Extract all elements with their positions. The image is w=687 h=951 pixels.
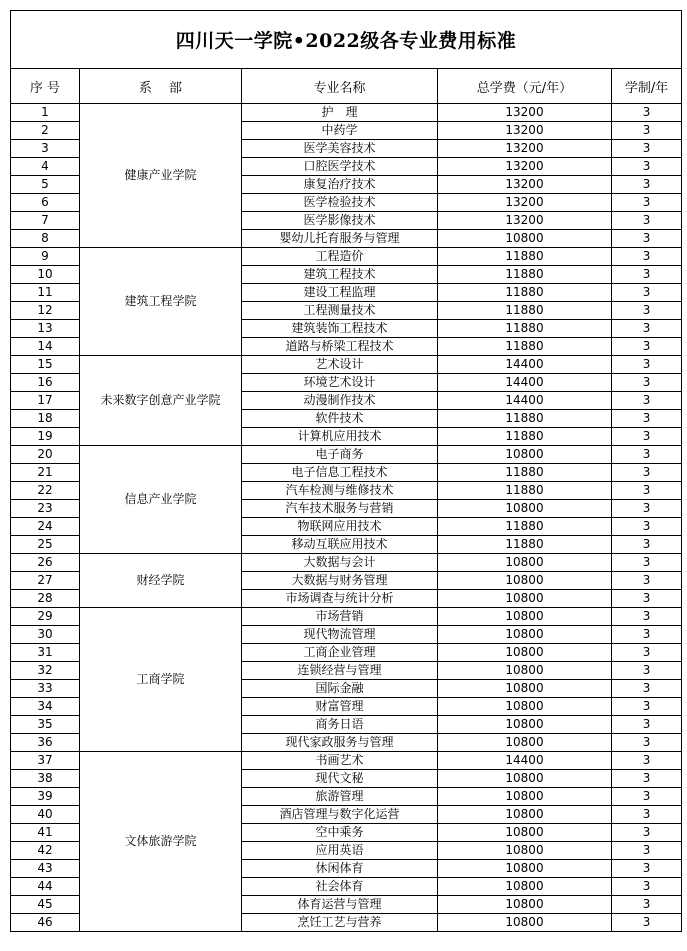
years-cell: 3	[612, 302, 682, 320]
seq-cell: 32	[11, 662, 80, 680]
fee-cell: 10800	[438, 608, 612, 626]
major-cell: 医学美容技术	[242, 140, 438, 158]
years-cell: 3	[612, 626, 682, 644]
major-cell: 休闲体育	[242, 860, 438, 878]
header-years: 学制/年	[612, 69, 682, 104]
years-cell: 3	[612, 194, 682, 212]
major-cell: 医学影像技术	[242, 212, 438, 230]
years-cell: 3	[612, 590, 682, 608]
years-cell: 3	[612, 824, 682, 842]
seq-cell: 3	[11, 140, 80, 158]
major-cell: 汽车检测与维修技术	[242, 482, 438, 500]
seq-cell: 11	[11, 284, 80, 302]
fee-cell: 10800	[438, 230, 612, 248]
major-cell: 现代物流管理	[242, 626, 438, 644]
seq-cell: 13	[11, 320, 80, 338]
fee-cell: 10800	[438, 806, 612, 824]
seq-cell: 37	[11, 752, 80, 770]
major-cell: 工商企业管理	[242, 644, 438, 662]
fee-cell: 13200	[438, 140, 612, 158]
years-cell: 3	[612, 554, 682, 572]
major-cell: 软件技术	[242, 410, 438, 428]
fee-cell: 10800	[438, 554, 612, 572]
fee-cell: 11880	[438, 428, 612, 446]
fee-cell: 10800	[438, 590, 612, 608]
fee-cell: 10800	[438, 914, 612, 932]
major-cell: 建筑装饰工程技术	[242, 320, 438, 338]
major-cell: 建设工程监理	[242, 284, 438, 302]
header-row	[11, 69, 682, 104]
seq-cell: 4	[11, 158, 80, 176]
fee-cell: 10800	[438, 500, 612, 518]
seq-cell: 2	[11, 122, 80, 140]
fee-cell: 11880	[438, 284, 612, 302]
years-cell: 3	[612, 320, 682, 338]
fee-cell: 10800	[438, 716, 612, 734]
years-cell: 3	[612, 716, 682, 734]
table-row	[11, 752, 682, 770]
fee-cell: 11880	[438, 266, 612, 284]
table-row	[11, 446, 682, 464]
major-cell: 酒店管理与数字化运营	[242, 806, 438, 824]
seq-cell: 28	[11, 590, 80, 608]
seq-cell: 44	[11, 878, 80, 896]
major-cell: 电子商务	[242, 446, 438, 464]
fee-cell: 13200	[438, 158, 612, 176]
years-cell: 3	[612, 536, 682, 554]
dept-cell: 健康产业学院	[80, 104, 242, 248]
years-cell: 3	[612, 356, 682, 374]
seq-cell: 34	[11, 698, 80, 716]
fee-cell: 11880	[438, 320, 612, 338]
fee-cell: 11880	[438, 410, 612, 428]
years-cell: 3	[612, 770, 682, 788]
major-cell: 道路与桥梁工程技术	[242, 338, 438, 356]
seq-cell: 16	[11, 374, 80, 392]
dept-cell: 未来数字创意产业学院	[80, 356, 242, 446]
fee-cell: 10800	[438, 572, 612, 590]
major-cell: 社会体育	[242, 878, 438, 896]
seq-cell: 26	[11, 554, 80, 572]
fee-cell: 11880	[438, 302, 612, 320]
fee-cell: 14400	[438, 356, 612, 374]
major-cell: 工程测量技术	[242, 302, 438, 320]
fee-cell: 10800	[438, 770, 612, 788]
major-cell: 市场调查与统计分析	[242, 590, 438, 608]
seq-cell: 25	[11, 536, 80, 554]
years-cell: 3	[612, 140, 682, 158]
years-cell: 3	[612, 374, 682, 392]
years-cell: 3	[612, 896, 682, 914]
fee-cell: 10800	[438, 626, 612, 644]
years-cell: 3	[612, 266, 682, 284]
years-cell: 3	[612, 446, 682, 464]
fee-cell: 10800	[438, 788, 612, 806]
major-cell: 空中乘务	[242, 824, 438, 842]
major-cell: 电子信息工程技术	[242, 464, 438, 482]
major-cell: 书画艺术	[242, 752, 438, 770]
years-cell: 3	[612, 248, 682, 266]
seq-cell: 9	[11, 248, 80, 266]
major-cell: 动漫制作技术	[242, 392, 438, 410]
table-row	[11, 248, 682, 266]
years-cell: 3	[612, 860, 682, 878]
seq-cell: 6	[11, 194, 80, 212]
years-cell: 3	[612, 662, 682, 680]
years-cell: 3	[612, 608, 682, 626]
major-cell: 环境艺术设计	[242, 374, 438, 392]
fee-cell: 10800	[438, 896, 612, 914]
seq-cell: 5	[11, 176, 80, 194]
fee-standard-sheet	[10, 10, 681, 932]
fee-cell: 10800	[438, 698, 612, 716]
seq-cell: 40	[11, 806, 80, 824]
fee-table	[10, 10, 682, 932]
major-cell: 医学检验技术	[242, 194, 438, 212]
major-cell: 建筑工程技术	[242, 266, 438, 284]
dept-cell: 文体旅游学院	[80, 752, 242, 932]
table-row	[11, 608, 682, 626]
years-cell: 3	[612, 428, 682, 446]
fee-cell: 11880	[438, 464, 612, 482]
seq-cell: 7	[11, 212, 80, 230]
major-cell: 市场营销	[242, 608, 438, 626]
major-cell: 大数据与财务管理	[242, 572, 438, 590]
dept-cell: 财经学院	[80, 554, 242, 608]
years-cell: 3	[612, 806, 682, 824]
fee-cell: 10800	[438, 824, 612, 842]
major-cell: 财富管理	[242, 698, 438, 716]
table-title: 四川天一学院•2022级各专业费用标准	[11, 11, 682, 69]
fee-cell: 10800	[438, 734, 612, 752]
major-cell: 应用英语	[242, 842, 438, 860]
fee-cell: 14400	[438, 392, 612, 410]
table-row	[11, 554, 682, 572]
seq-cell: 15	[11, 356, 80, 374]
major-cell: 商务日语	[242, 716, 438, 734]
fee-cell: 10800	[438, 680, 612, 698]
seq-cell: 43	[11, 860, 80, 878]
seq-cell: 33	[11, 680, 80, 698]
seq-cell: 41	[11, 824, 80, 842]
fee-cell: 10800	[438, 662, 612, 680]
fee-cell: 10800	[438, 644, 612, 662]
years-cell: 3	[612, 230, 682, 248]
seq-cell: 18	[11, 410, 80, 428]
fee-cell: 10800	[438, 446, 612, 464]
years-cell: 3	[612, 644, 682, 662]
years-cell: 3	[612, 284, 682, 302]
fee-cell: 11880	[438, 482, 612, 500]
years-cell: 3	[612, 464, 682, 482]
table-body	[11, 104, 682, 932]
header-dept: 系 部	[80, 69, 242, 104]
seq-cell: 22	[11, 482, 80, 500]
seq-cell: 23	[11, 500, 80, 518]
major-cell: 中药学	[242, 122, 438, 140]
seq-cell: 31	[11, 644, 80, 662]
years-cell: 3	[612, 878, 682, 896]
major-cell: 烹饪工艺与营养	[242, 914, 438, 932]
seq-cell: 45	[11, 896, 80, 914]
fee-cell: 10800	[438, 878, 612, 896]
seq-cell: 36	[11, 734, 80, 752]
seq-cell: 27	[11, 572, 80, 590]
seq-cell: 12	[11, 302, 80, 320]
fee-cell: 11880	[438, 248, 612, 266]
seq-cell: 42	[11, 842, 80, 860]
years-cell: 3	[612, 680, 682, 698]
seq-cell: 38	[11, 770, 80, 788]
major-cell: 计算机应用技术	[242, 428, 438, 446]
years-cell: 3	[612, 392, 682, 410]
years-cell: 3	[612, 410, 682, 428]
fee-cell: 14400	[438, 374, 612, 392]
seq-cell: 17	[11, 392, 80, 410]
years-cell: 3	[612, 482, 682, 500]
years-cell: 3	[612, 788, 682, 806]
years-cell: 3	[612, 158, 682, 176]
years-cell: 3	[612, 752, 682, 770]
seq-cell: 14	[11, 338, 80, 356]
years-cell: 3	[612, 734, 682, 752]
years-cell: 3	[612, 176, 682, 194]
dept-cell: 信息产业学院	[80, 446, 242, 554]
seq-cell: 46	[11, 914, 80, 932]
header-seq: 序 号	[11, 69, 80, 104]
seq-cell: 10	[11, 266, 80, 284]
major-cell: 物联网应用技术	[242, 518, 438, 536]
fee-cell: 11880	[438, 536, 612, 554]
years-cell: 3	[612, 122, 682, 140]
years-cell: 3	[612, 338, 682, 356]
years-cell: 3	[612, 212, 682, 230]
seq-cell: 20	[11, 446, 80, 464]
years-cell: 3	[612, 500, 682, 518]
fee-cell: 13200	[438, 176, 612, 194]
major-cell: 工程造价	[242, 248, 438, 266]
fee-cell: 11880	[438, 338, 612, 356]
years-cell: 3	[612, 842, 682, 860]
table-row	[11, 104, 682, 122]
major-cell: 护 理	[242, 104, 438, 122]
dept-cell: 建筑工程学院	[80, 248, 242, 356]
major-cell: 连锁经营与管理	[242, 662, 438, 680]
seq-cell: 1	[11, 104, 80, 122]
fee-cell: 13200	[438, 212, 612, 230]
fee-cell: 10800	[438, 860, 612, 878]
fee-cell: 14400	[438, 752, 612, 770]
header-major: 专业名称	[242, 69, 438, 104]
major-cell: 移动互联应用技术	[242, 536, 438, 554]
years-cell: 3	[612, 914, 682, 932]
major-cell: 汽车技术服务与营销	[242, 500, 438, 518]
seq-cell: 19	[11, 428, 80, 446]
fee-cell: 10800	[438, 842, 612, 860]
fee-cell: 13200	[438, 194, 612, 212]
seq-cell: 35	[11, 716, 80, 734]
table-row	[11, 356, 682, 374]
major-cell: 康复治疗技术	[242, 176, 438, 194]
major-cell: 国际金融	[242, 680, 438, 698]
years-cell: 3	[612, 572, 682, 590]
major-cell: 口腔医学技术	[242, 158, 438, 176]
years-cell: 3	[612, 518, 682, 536]
major-cell: 大数据与会计	[242, 554, 438, 572]
major-cell: 体育运营与管理	[242, 896, 438, 914]
fee-cell: 11880	[438, 518, 612, 536]
seq-cell: 24	[11, 518, 80, 536]
major-cell: 现代家政服务与管理	[242, 734, 438, 752]
seq-cell: 30	[11, 626, 80, 644]
dept-cell: 工商学院	[80, 608, 242, 752]
header-fee: 总学费（元/年）	[438, 69, 612, 104]
seq-cell: 39	[11, 788, 80, 806]
seq-cell: 29	[11, 608, 80, 626]
seq-cell: 21	[11, 464, 80, 482]
fee-cell: 13200	[438, 122, 612, 140]
fee-cell: 13200	[438, 104, 612, 122]
major-cell: 婴幼儿托育服务与管理	[242, 230, 438, 248]
major-cell: 艺术设计	[242, 356, 438, 374]
major-cell: 现代文秘	[242, 770, 438, 788]
seq-cell: 8	[11, 230, 80, 248]
major-cell: 旅游管理	[242, 788, 438, 806]
years-cell: 3	[612, 104, 682, 122]
years-cell: 3	[612, 698, 682, 716]
